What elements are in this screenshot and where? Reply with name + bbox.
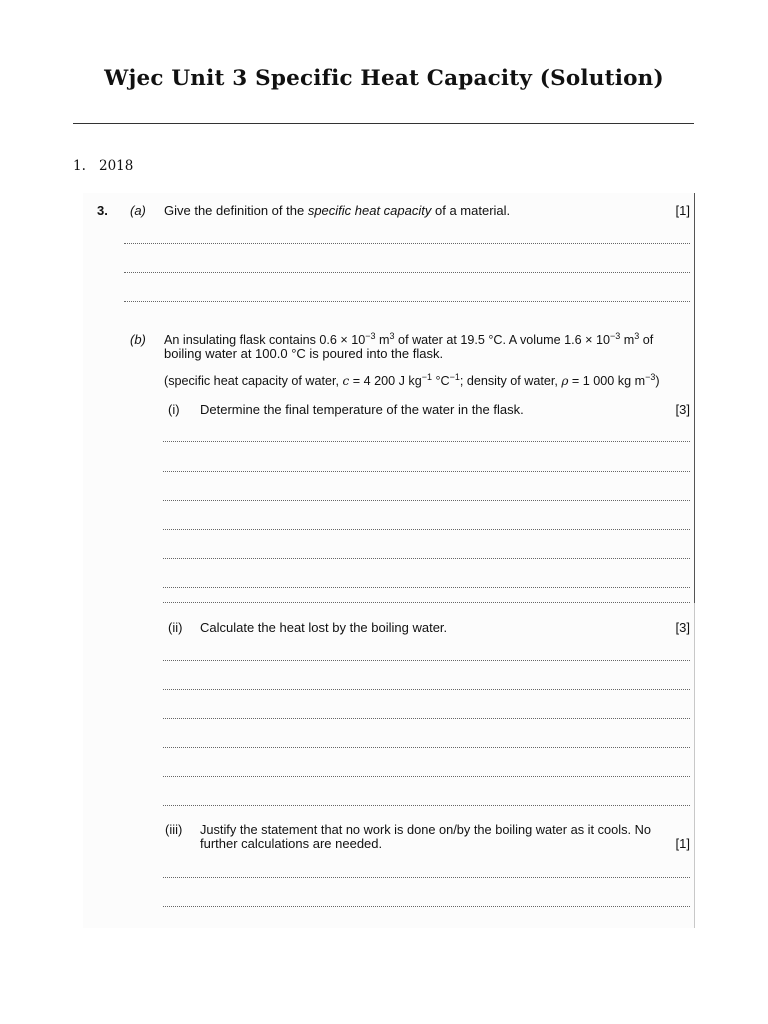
sub-ii-marks: [3] bbox=[675, 620, 690, 635]
list-number: 1. bbox=[73, 158, 86, 174]
part-b-label: (b) bbox=[130, 332, 146, 347]
answer-line bbox=[124, 243, 690, 244]
list-item-year bbox=[73, 158, 133, 174]
sub-iii-line1: Justify the statement that no work is done on/by the boiling water as it cools. No bbox=[200, 822, 651, 837]
sub-ii-label: (ii) bbox=[168, 620, 183, 635]
part-a-marks: [1] bbox=[675, 203, 690, 218]
question-number: 3. bbox=[97, 203, 108, 218]
sub-i-text: Determine the final temperature of the water in the flask. bbox=[200, 402, 524, 417]
part-b-line1: An insulating flask contains $0.6 \times 10^{-3}$ $m^3$ of water at 19.5 °C. A volume $1.6 \times 10^{-3}$ $m^3$ of bbox=[164, 331, 654, 347]
scan-border-faint bbox=[694, 603, 695, 928]
answer-line bbox=[163, 587, 690, 588]
sub-ii-text: Calculate the heat lost by the boiling water. bbox=[200, 620, 448, 635]
answer-line bbox=[163, 441, 690, 442]
answer-line bbox=[163, 602, 690, 603]
answer-line bbox=[163, 660, 690, 661]
scanned-question-image bbox=[83, 193, 695, 928]
answer-line bbox=[163, 689, 690, 690]
answer-line bbox=[163, 529, 690, 530]
sub-i-label: (i) bbox=[168, 402, 180, 417]
part-b-data: (specific heat capacity of water, c = 4 200 J $kg^{-1}$ $^\circ C^{-1}$; density of water, ρ = 1 000 kg $m^{-3}$) bbox=[164, 372, 660, 388]
sub-iii-line2: further calculations are needed. bbox=[200, 836, 383, 851]
answer-line bbox=[163, 500, 690, 501]
answer-line bbox=[124, 301, 690, 302]
answer-line bbox=[163, 471, 690, 472]
part-a-text: Give the definition of the specific heat capacity of a material. bbox=[164, 203, 511, 218]
part-b-line2: boiling water at 100.0 °C is poured into the flask. bbox=[164, 346, 444, 361]
answer-line bbox=[163, 747, 690, 748]
answer-line bbox=[163, 805, 690, 806]
document-title: Wjec Unit 3 Specific Heat Capacity (Solution) bbox=[104, 66, 664, 91]
part-a-label: (a) bbox=[130, 203, 146, 218]
sub-iii-label: (iii) bbox=[165, 822, 183, 837]
answer-line bbox=[163, 877, 690, 878]
answer-line bbox=[163, 776, 690, 777]
sub-iii-marks: [1] bbox=[675, 836, 690, 851]
sub-i-marks: [3] bbox=[675, 402, 690, 417]
answer-line bbox=[163, 906, 690, 907]
title-divider bbox=[73, 123, 694, 124]
answer-line bbox=[124, 272, 690, 273]
year-label: 2018 bbox=[99, 158, 134, 174]
answer-line bbox=[163, 718, 690, 719]
answer-line bbox=[163, 558, 690, 559]
scan-border bbox=[694, 193, 695, 603]
